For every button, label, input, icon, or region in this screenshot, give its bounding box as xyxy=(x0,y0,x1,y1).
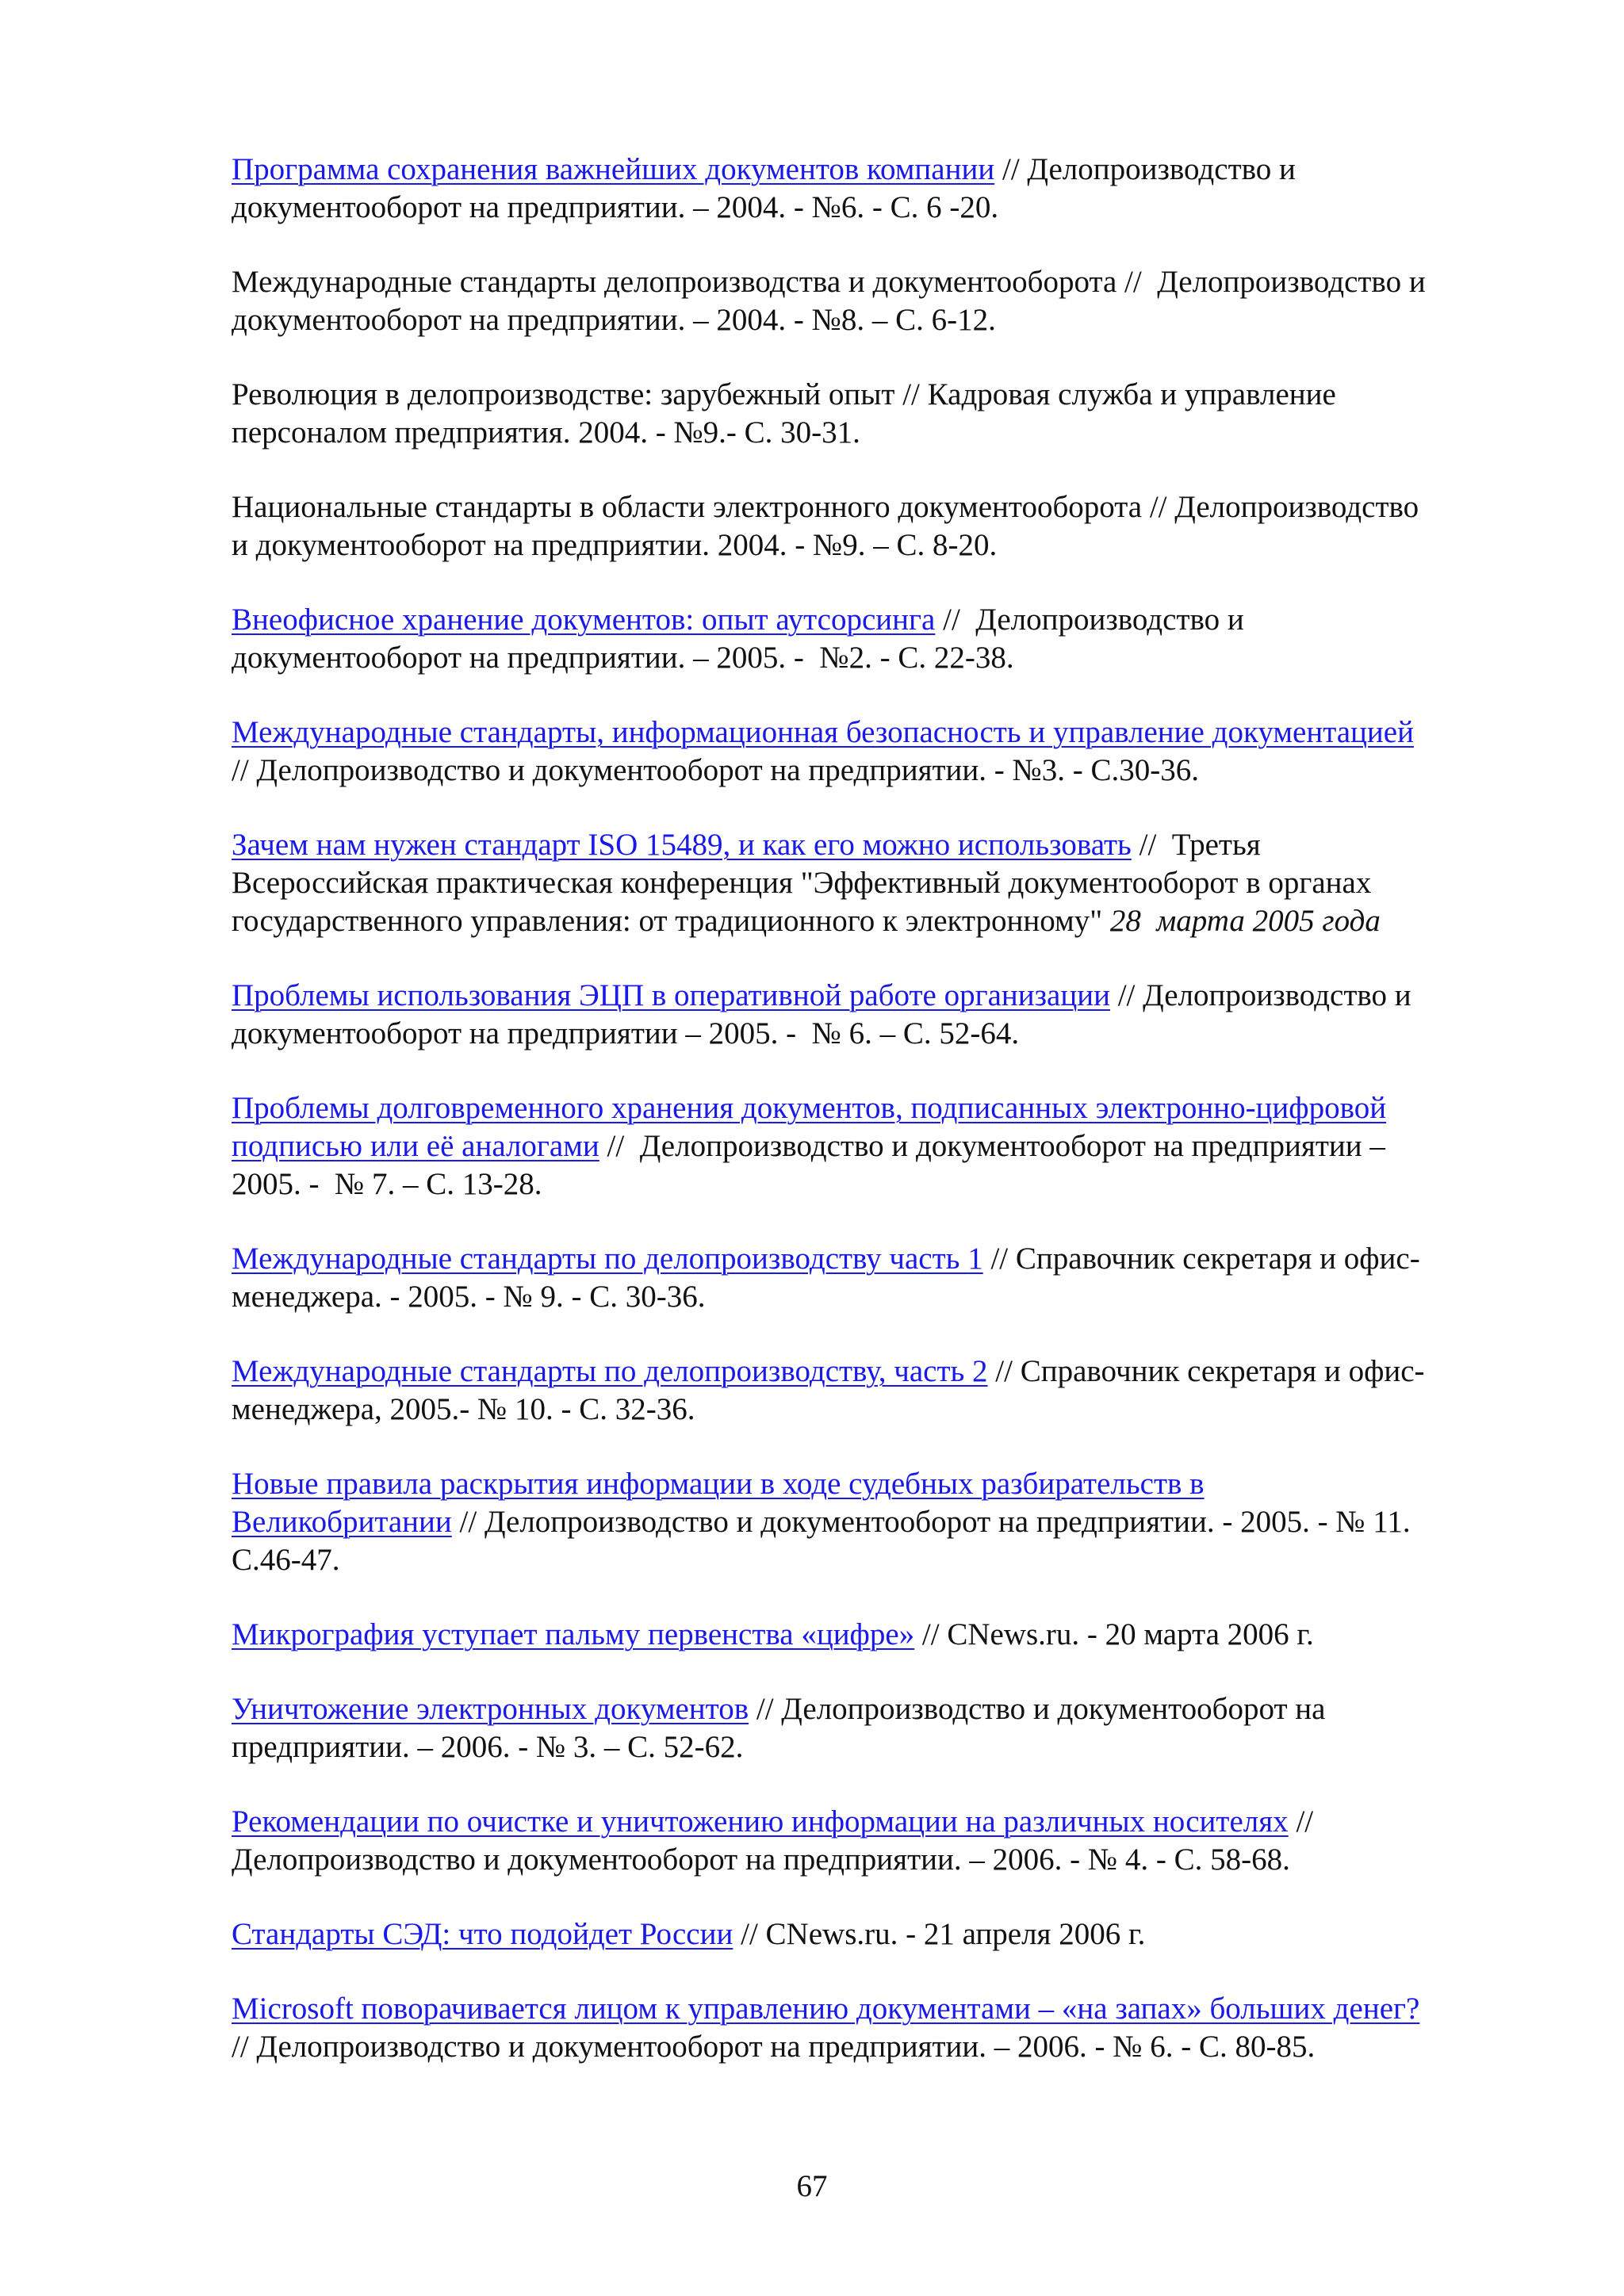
entry-citation-text: // Делопроизводство и документооборот на xyxy=(749,1692,1326,1726)
bibliography-entry xyxy=(232,1616,1510,1654)
entry-citation-text: предприятии. – 2006. - № 3. – С. 52-62. xyxy=(232,1730,744,1764)
bibliography-entry xyxy=(232,263,1510,339)
entry-line xyxy=(232,1465,1510,1503)
bibliography-entry xyxy=(232,601,1510,677)
entry-citation-text: // Делопроизводство и документооборот на предприятии – xyxy=(599,1129,1385,1163)
entry-link[interactable]: Проблемы долговременного хранения документов, подписанных электронно-цифровой xyxy=(232,1091,1387,1125)
entry-citation-text: 2005. - № 7. – С. 13-28. xyxy=(232,1167,542,1201)
page-number: 67 xyxy=(796,2169,828,2203)
bibliography-entry xyxy=(232,714,1510,790)
entry-citation-text: Национальные стандарты в области электронного документооборота // Делопроизводство xyxy=(232,490,1419,524)
entry-citation-text: // Делопроизводство и xyxy=(1109,978,1411,1012)
bibliography-entry xyxy=(232,1803,1510,1879)
entry-citation-text: менеджера. - 2005. - № 9. - С. 30-36. xyxy=(232,1280,706,1314)
entry-line xyxy=(232,376,1510,414)
bibliography-entry xyxy=(232,977,1510,1053)
entry-line xyxy=(232,752,1510,790)
entry-line xyxy=(232,601,1510,639)
entry-link[interactable]: Международные стандарты по делопроизводству, часть 2 xyxy=(232,1354,988,1388)
entry-citation-text: и документооборот на предприятии. 2004. - №9. – С. 8-20. xyxy=(232,528,998,562)
entry-line xyxy=(232,1915,1510,1954)
entry-link[interactable]: Микрография уступает пальму первенства «цифре» xyxy=(232,1617,915,1651)
entry-citation-text: С.46-47. xyxy=(232,1543,340,1577)
entry-citation-text: Революция в делопроизводстве: зарубежный опыт // Кадровая служба и управление xyxy=(232,377,1336,411)
entry-citation-text: Делопроизводство и документооборот на предприятии. – 2006. - № 4. - С. 58-68. xyxy=(232,1843,1290,1877)
entry-line xyxy=(232,977,1510,1015)
bibliography-entry xyxy=(232,826,1510,940)
entry-citation-text: государственного управления: от традиционного к электронному" xyxy=(232,904,1110,938)
entry-line xyxy=(232,526,1510,564)
entry-line xyxy=(232,1278,1510,1316)
entry-line xyxy=(232,639,1510,677)
entry-link[interactable]: Проблемы использования ЭЦП в оперативной работе организации xyxy=(232,978,1110,1012)
entry-line xyxy=(232,1503,1510,1541)
entry-citation-text: // Делопроизводство и документооборот на предприятии. - №3. - С.30-36. xyxy=(232,753,1199,787)
entry-link[interactable]: Microsoft поворачивается лицом к управлению документами – «на запах» больших денег? xyxy=(232,1992,1420,2026)
entry-citation-text: // xyxy=(1288,1804,1314,1839)
bibliography-entry xyxy=(232,1465,1510,1579)
entry-line xyxy=(232,1803,1510,1841)
entry-line xyxy=(232,1728,1510,1766)
entry-line xyxy=(232,1015,1510,1053)
entry-link[interactable]: Международные стандарты по делопроизводству часть 1 xyxy=(232,1242,983,1276)
entry-citation-text: // CNews.ru. - 20 марта 2006 г. xyxy=(914,1617,1314,1651)
entry-citation-text: // Делопроизводство и xyxy=(994,152,1296,186)
entry-citation-text: документооборот на предприятии. – 2004. - №6. - С. 6 -20. xyxy=(232,190,999,224)
entry-line xyxy=(232,301,1510,339)
entry-link[interactable]: Уничтожение электронных документов xyxy=(232,1692,749,1726)
entry-line xyxy=(232,488,1510,526)
entry-link[interactable]: Международные стандарты, информационная безопасность и управление документацией xyxy=(232,715,1414,749)
entry-line xyxy=(232,1353,1510,1391)
entry-line xyxy=(232,1165,1510,1203)
entry-line xyxy=(232,2028,1510,2066)
entry-line xyxy=(232,1391,1510,1429)
entry-citation-text: документооборот на предприятии – 2005. - № 6. – С. 52-64. xyxy=(232,1016,1020,1050)
entry-line xyxy=(232,1990,1510,2028)
entry-line xyxy=(232,151,1510,189)
entry-link[interactable]: Внеофисное хранение документов: опыт аутсорсинга xyxy=(232,603,936,637)
entry-line xyxy=(232,1541,1510,1579)
entry-line xyxy=(232,826,1510,864)
entry-line xyxy=(232,1089,1510,1127)
bibliography-list xyxy=(232,151,1510,2103)
entry-link[interactable]: Стандарты СЭД: что подойдет России xyxy=(232,1917,733,1951)
entry-line xyxy=(232,1841,1510,1879)
entry-line xyxy=(232,414,1510,452)
entry-citation-text: // Делопроизводство и документооборот на предприятии. – 2006. - № 6. - С. 80-85. xyxy=(232,2030,1316,2064)
entry-citation-text: персоналом предприятия. 2004. - №9.- С. 30-31. xyxy=(232,415,860,450)
entry-link[interactable]: Зачем нам нужен стандарт ISO 15489, и как его можно использовать xyxy=(232,828,1132,862)
entry-link[interactable]: Рекомендации по очистке и уничтожению информации на различных носителях xyxy=(232,1804,1289,1839)
entry-citation-text: // CNews.ru. - 21 апреля 2006 г. xyxy=(733,1917,1146,1951)
entry-citation-text: Международные стандарты делопроизводства и документооборота // Делопроизводство и xyxy=(232,265,1426,299)
entry-citation-text: // Справочник секретаря и офис- xyxy=(982,1242,1420,1276)
entry-citation-text: менеджера, 2005.- № 10. - С. 32-36. xyxy=(232,1392,695,1426)
entry-line xyxy=(232,714,1510,752)
entry-line xyxy=(232,864,1510,902)
entry-line xyxy=(232,902,1510,940)
entry-line xyxy=(232,1616,1510,1654)
entry-link[interactable]: подписью или её аналогами xyxy=(232,1129,599,1163)
entry-line xyxy=(232,1690,1510,1728)
bibliography-entry xyxy=(232,1915,1510,1954)
entry-citation-text: // Делопроизводство и xyxy=(935,603,1244,637)
entry-citation-text: документооборот на предприятии. – 2004. - №8. – С. 6-12. xyxy=(232,303,996,337)
entry-citation-text: документооборот на предприятии. – 2005. - №2. - С. 22-38. xyxy=(232,641,1014,675)
bibliography-entry xyxy=(232,1353,1510,1429)
bibliography-entry xyxy=(232,376,1510,452)
bibliography-entry xyxy=(232,488,1510,564)
bibliography-entry xyxy=(232,151,1510,227)
bibliography-entry xyxy=(232,1240,1510,1316)
entry-line xyxy=(232,189,1510,227)
entry-line xyxy=(232,263,1510,301)
entry-citation-text: // Справочник секретаря и офис- xyxy=(987,1354,1425,1388)
entry-link[interactable]: Программа сохранения важнейших документов компании xyxy=(232,152,995,186)
entry-citation-text: Всероссийская практическая конференция "Эффективный документооборот в органах xyxy=(232,866,1372,900)
entry-link[interactable]: Новые правила раскрытия информации в ходе судебных разбирательств в xyxy=(232,1467,1205,1501)
bibliography-entry xyxy=(232,1690,1510,1766)
entry-date-italic: 28 марта 2005 года xyxy=(1109,904,1381,938)
bibliography-entry xyxy=(232,1990,1510,2066)
entry-citation-text: // Третья xyxy=(1131,828,1261,862)
entry-link[interactable]: Великобритании xyxy=(232,1505,452,1539)
entry-line xyxy=(232,1127,1510,1165)
entry-line xyxy=(232,1240,1510,1278)
bibliography-entry xyxy=(232,1089,1510,1203)
entry-citation-text: // Делопроизводство и документооборот на предприятии. - 2005. - № 11. xyxy=(451,1505,1411,1539)
